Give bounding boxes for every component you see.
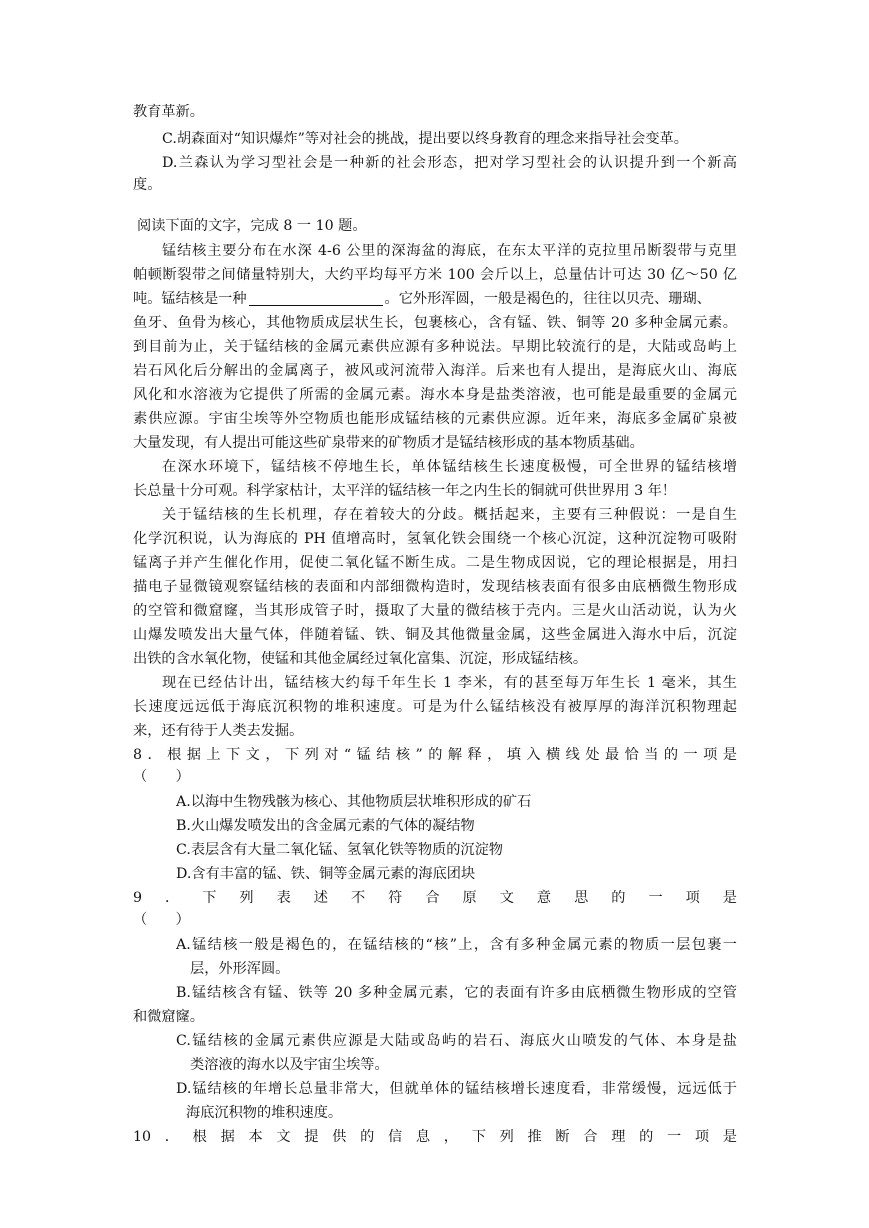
- passage-line-with-blank: [133, 288, 737, 310]
- question-8-stem: 8．根据上下文，下列对“锰结核”的解释，填入横线处最恰当的一项是: [133, 747, 737, 763]
- answer-bracket: （ ）: [133, 912, 190, 928]
- passage-line: 化学沉积说，认为海底的 PH 值增高时，氢氧化铁会围绕一个核心沉淀，这种沉淀物可吸附: [133, 531, 737, 547]
- passage-line: 到目前为止，关于锰结核的金属元素供应源有多种说法。早期比较流行的是，大陆或岛屿上: [133, 339, 737, 355]
- option-d-prev: D.兰森认为学习型社会是一种新的社会形态，把对学习型社会的认识提升到一个新高: [162, 155, 737, 171]
- question-9-option-d: D.锰结核的年增长总量非常大，但就单体的锰结核增长速度看，非常缓慢，远远低于: [176, 1081, 737, 1097]
- passage-line: 鱼牙、鱼骨为核心，其他物质成层状生长，包裹核心，含有锰、铁、铜等 20 多种金属元素。: [133, 315, 737, 331]
- question-9-option-b-cont: 和微窟窿。: [133, 1009, 204, 1025]
- passage-line: 锰结核主要分布在水深 4-6 公里的深海盆的海底，在东太平洋的克拉里吊断裂带与克里: [162, 243, 737, 259]
- passage-line: 长速度远远低于海底沉积物的堆积速度。可是为什么锰结核没有被厚厚的海洋沉积物理起: [133, 699, 737, 715]
- passage-line: 长总量十分可观。科学家枯计，太平洋的锰结核一年之内生长的铜就可供世界用 3 年！: [133, 483, 676, 499]
- question-9-option-b: B.锰结核含有锰、铁等 20 多种金属元素，它的表面有许多由底栖微生物形成的空管: [176, 985, 737, 1001]
- passage-line: 大量发现，有人提出可能这些矿泉带来的矿物质才是锰结核形成的基本物质基础。: [133, 435, 644, 451]
- passage-fragment: 。它外形浑圆，一般是褐色的，往往以贝壳、珊瑚、: [384, 291, 711, 307]
- passage-line: 岩石风化后分解出的金属离子，被风或河流带入海洋。后来也有人提出，是海底火山、海底: [133, 363, 737, 379]
- passage-line: 锰离子并产生催化作用，促使二氧化锰不断生成。二是生物成因说，它的理论根据是，用扫: [133, 555, 737, 571]
- passage-line: 来，还有待于人类去发掘。: [133, 723, 304, 739]
- option-c-prev: C.胡森面对“知识爆炸”等对社会的挑战，提出要以终身教育的理念来指导社会变革。: [162, 131, 688, 147]
- question-8-option-c: C.表层含有大量二氧化锰、氢氧化铁等物质的沉淀物: [176, 842, 503, 858]
- question-9-option-c-cont: 类溶液的海水以及宇宙尘埃等。: [190, 1057, 389, 1073]
- question-10-stem: 10．根据本文提供的信息，下列推断合理的一项是: [133, 1129, 737, 1145]
- passage-line: 出铁的含水氧化物，使锰和其他金属经过氧化富集、沉淀，形成锰结核。: [133, 651, 588, 667]
- passage-fragment: 吨。锰结核是一种: [133, 291, 247, 307]
- reading-instruction: 阅读下面的文字，完成 8 一 10 题。: [137, 218, 367, 234]
- answer-bracket: （ ）: [133, 769, 190, 785]
- question-9-option-d-cont: 海底沉积物的堆积速度。: [186, 1105, 343, 1121]
- question-9-stem: 9．下列表述不符合原文意思的一项是: [133, 890, 737, 906]
- passage-line: 现在已经估计出，锰结核大约每千年生长 1 李米，有的甚至每万年生长 1 毫米，其生: [162, 675, 737, 691]
- question-9-option-c: C.锰结核的金属元素供应源是大陆或岛屿的岩石、海底火山喷发的气体、本身是盐: [176, 1033, 737, 1049]
- passage-line: 在深水环境下，锰结核不停地生长，单体锰结核生长速度极慢，可全世界的锰结核增: [162, 459, 737, 475]
- passage-line: 素供应源。宇宙尘埃等外空物质也能形成锰结核的元素供应源。近年来，海底多金属矿泉被: [133, 411, 737, 427]
- question-8-option-d: D.含有丰富的锰、铁、铜等金属元素的海底团块: [176, 866, 476, 882]
- passage-line: 帕顿断裂带之间储量特别大，大约平均每平方米 100 会斤以上，总量估计可达 30 亿～50 亿: [133, 267, 737, 283]
- text-line: 度。: [133, 177, 162, 193]
- question-8-option-a: A.以海中生物残骸为核心、其他物质层状堆积形成的矿石: [176, 794, 532, 810]
- passage-line: 风化和水溶液为它提供了所需的金属元素。海水本身是盐类溶液，也可能是最重要的金属元: [133, 387, 737, 403]
- passage-line: 的空管和微窟窿，当其形成管子时，摄取了大量的微结核于壳内。三是火山活动说，认为火: [133, 603, 737, 619]
- question-9-option-a: A.锰结核一般是褐色的，在锰结核的“核”上，含有多种金属元素的物质一层包裹一: [176, 937, 737, 953]
- passage-line: 关于锰结核的生长机理，存在着较大的分歧。概括起来，主要有三种假说：一是自生: [162, 507, 737, 523]
- text-line: 教育革新。: [133, 104, 204, 120]
- passage-line: 描电子显微镜观察锰结核的表面和内部细微构造时，发现结核表面有很多由底栖微生物形成: [133, 579, 737, 595]
- question-9-option-a-cont: 层，外形浑圆。: [190, 961, 290, 977]
- fill-blank: [249, 290, 383, 306]
- question-8-option-b: B.火山爆发喷发出的含金属元素的气体的凝结物: [176, 818, 475, 834]
- passage-line: 山爆发喷发出大量气体，伴随着锰、铁、铜及其他微量金属，这些金属进入海水中后，沉淀: [133, 627, 737, 643]
